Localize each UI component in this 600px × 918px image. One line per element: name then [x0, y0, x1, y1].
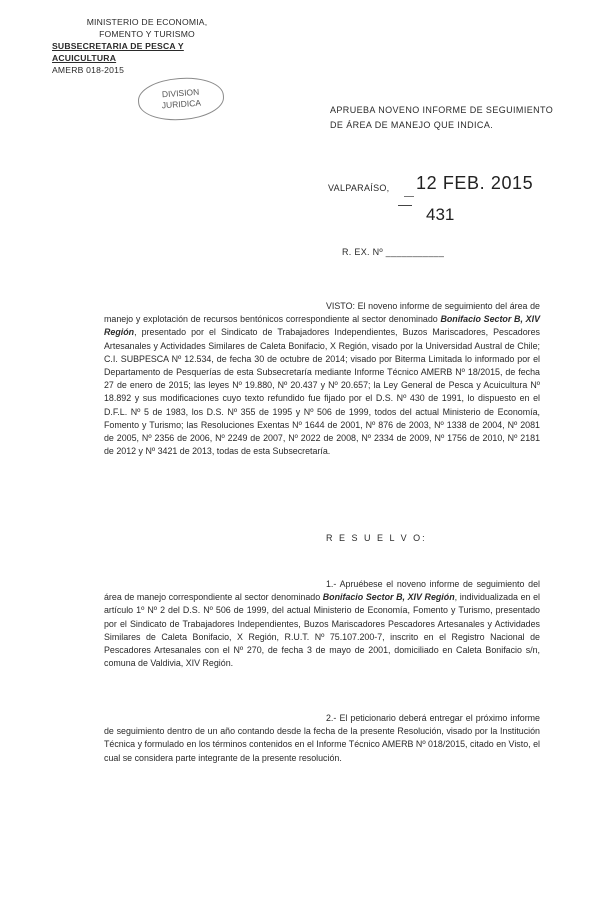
article-1-rest: , individualizada en el artículo 1º Nº 2 del D.S. Nº 506 de 1999, del actual Ministerio de Economía, Fomento y Turismo, presentado por el Sindicato de Trabajadores Independientes, Buzos Mariscadores Pescadores Artesanales y Actividades Similares de Caleta Bonifacio, X Región, R.U.T. Nº 75.107.200-7, inscrito en el Registro Nacional de Pescadores Artesanales con el Nº 270, de fecha 3 de mayo de 2001, domiciliado en Caleta Bonifacio s/n, comuna de Valdivia, XIV Región.: [104, 592, 540, 669]
visto-lead: VISTO: El noveno informe de seguimiento del área de manejo y explotación de recursos bentónicos correspondiente al sector denominado: [104, 301, 540, 325]
stamp-mark: [404, 196, 414, 197]
stamp-line-2: JURIDICA: [161, 97, 202, 111]
stamp-line-1: DIVISION: [161, 86, 200, 100]
place-label: VALPARAÍSO,: [328, 183, 390, 193]
resolution-title: APRUEBA NOVENO INFORME DE SEGUIMIENTO DE ÁREA DE MANEJO QUE INDICA.: [330, 105, 554, 130]
article-2-paragraph: 2.- El peticionario deberá entregar el próximo informe de seguimiento dentro de un año contando desde la fecha de la presente Resolución, visado por la Institución Técnica y formulado en los términos contenidos en el Informe Técnico AMERB Nº 018/2015, citado en Visto, el cual se considera parte integrante de la presente resolución.: [104, 713, 540, 763]
rex-number-field: R. EX. Nº ___________: [342, 247, 445, 257]
ministry-line-2: FOMENTO Y TURISMO: [99, 29, 195, 39]
date-stamp: 12 FEB. 2015: [416, 173, 534, 193]
subsecretaria-line: SUBSECRETARIA DE PESCA Y ACUICULTURA: [52, 41, 184, 63]
reference-line: AMERB 018-2015: [52, 65, 125, 75]
division-juridica-stamp: [137, 75, 226, 123]
article-1-lead: 1.- Apruébese el noveno informe de seguimiento del área de manejo correspondiente al sector denominado: [104, 579, 540, 603]
visto-rest: , presentado por el Sindicato de Trabajadores Independientes, Buzos Mariscadores, Pescadores Artesanales y Actividades Similares de Caleta Bonifacio, X Región, visado por la Universidad Austral de Chile; C.I. SUBPESCA Nº 12.534, de fecha 30 de octubre de 2014; visado por Biterma Limitada lo informado por el Departamento de Pesquerías de esta Subsecretaría mediante Informe Técnico AMERB Nº 18/2015, de fecha 27 de enero de 2015; las leyes Nº 19.880, Nº 20.437 y Nº 20.657; la Ley General de Pesca y Acuicultura Nº 18.892 y sus modificaciones cuyo texto refundido fue fijado por el D.S. Nº 430 de 1991, lo dispuesto en el D.F.L. Nº 5 de 1983, los D.S. Nº 355 de 1995 y Nº 506 de 1999, todos del actual Ministerio de Economía, Fomento y Turismo; las Resoluciones Exentas Nº 1644 de 2001, Nº 876 de 2003, Nº 1338 de 2004, Nº 2081 de 2005, Nº 2356 de 2006, Nº 2249 de 2007, Nº 2022 de 2008, Nº 2334 de 2009, Nº 1756 de 2010, Nº 2181 de 2012 y Nº 3421 de 2013, todas de esta Subsecretaría.: [104, 327, 540, 457]
stamp-dash: [398, 205, 412, 206]
issuer-header: [52, 16, 242, 76]
resuelvo-heading: R E S U E L V O:: [326, 533, 427, 543]
ministry-line: MINISTERIO DE ECONOMIA,: [86, 17, 208, 27]
article-1-paragraph: [104, 578, 540, 670]
resolution-number: 431: [426, 205, 455, 224]
article-1-sector: Bonifacio Sector B, XIV Región: [322, 592, 455, 603]
visto-sector: Bonifacio Sector B, XIV Región: [104, 314, 540, 338]
visto-paragraph: [104, 300, 540, 458]
